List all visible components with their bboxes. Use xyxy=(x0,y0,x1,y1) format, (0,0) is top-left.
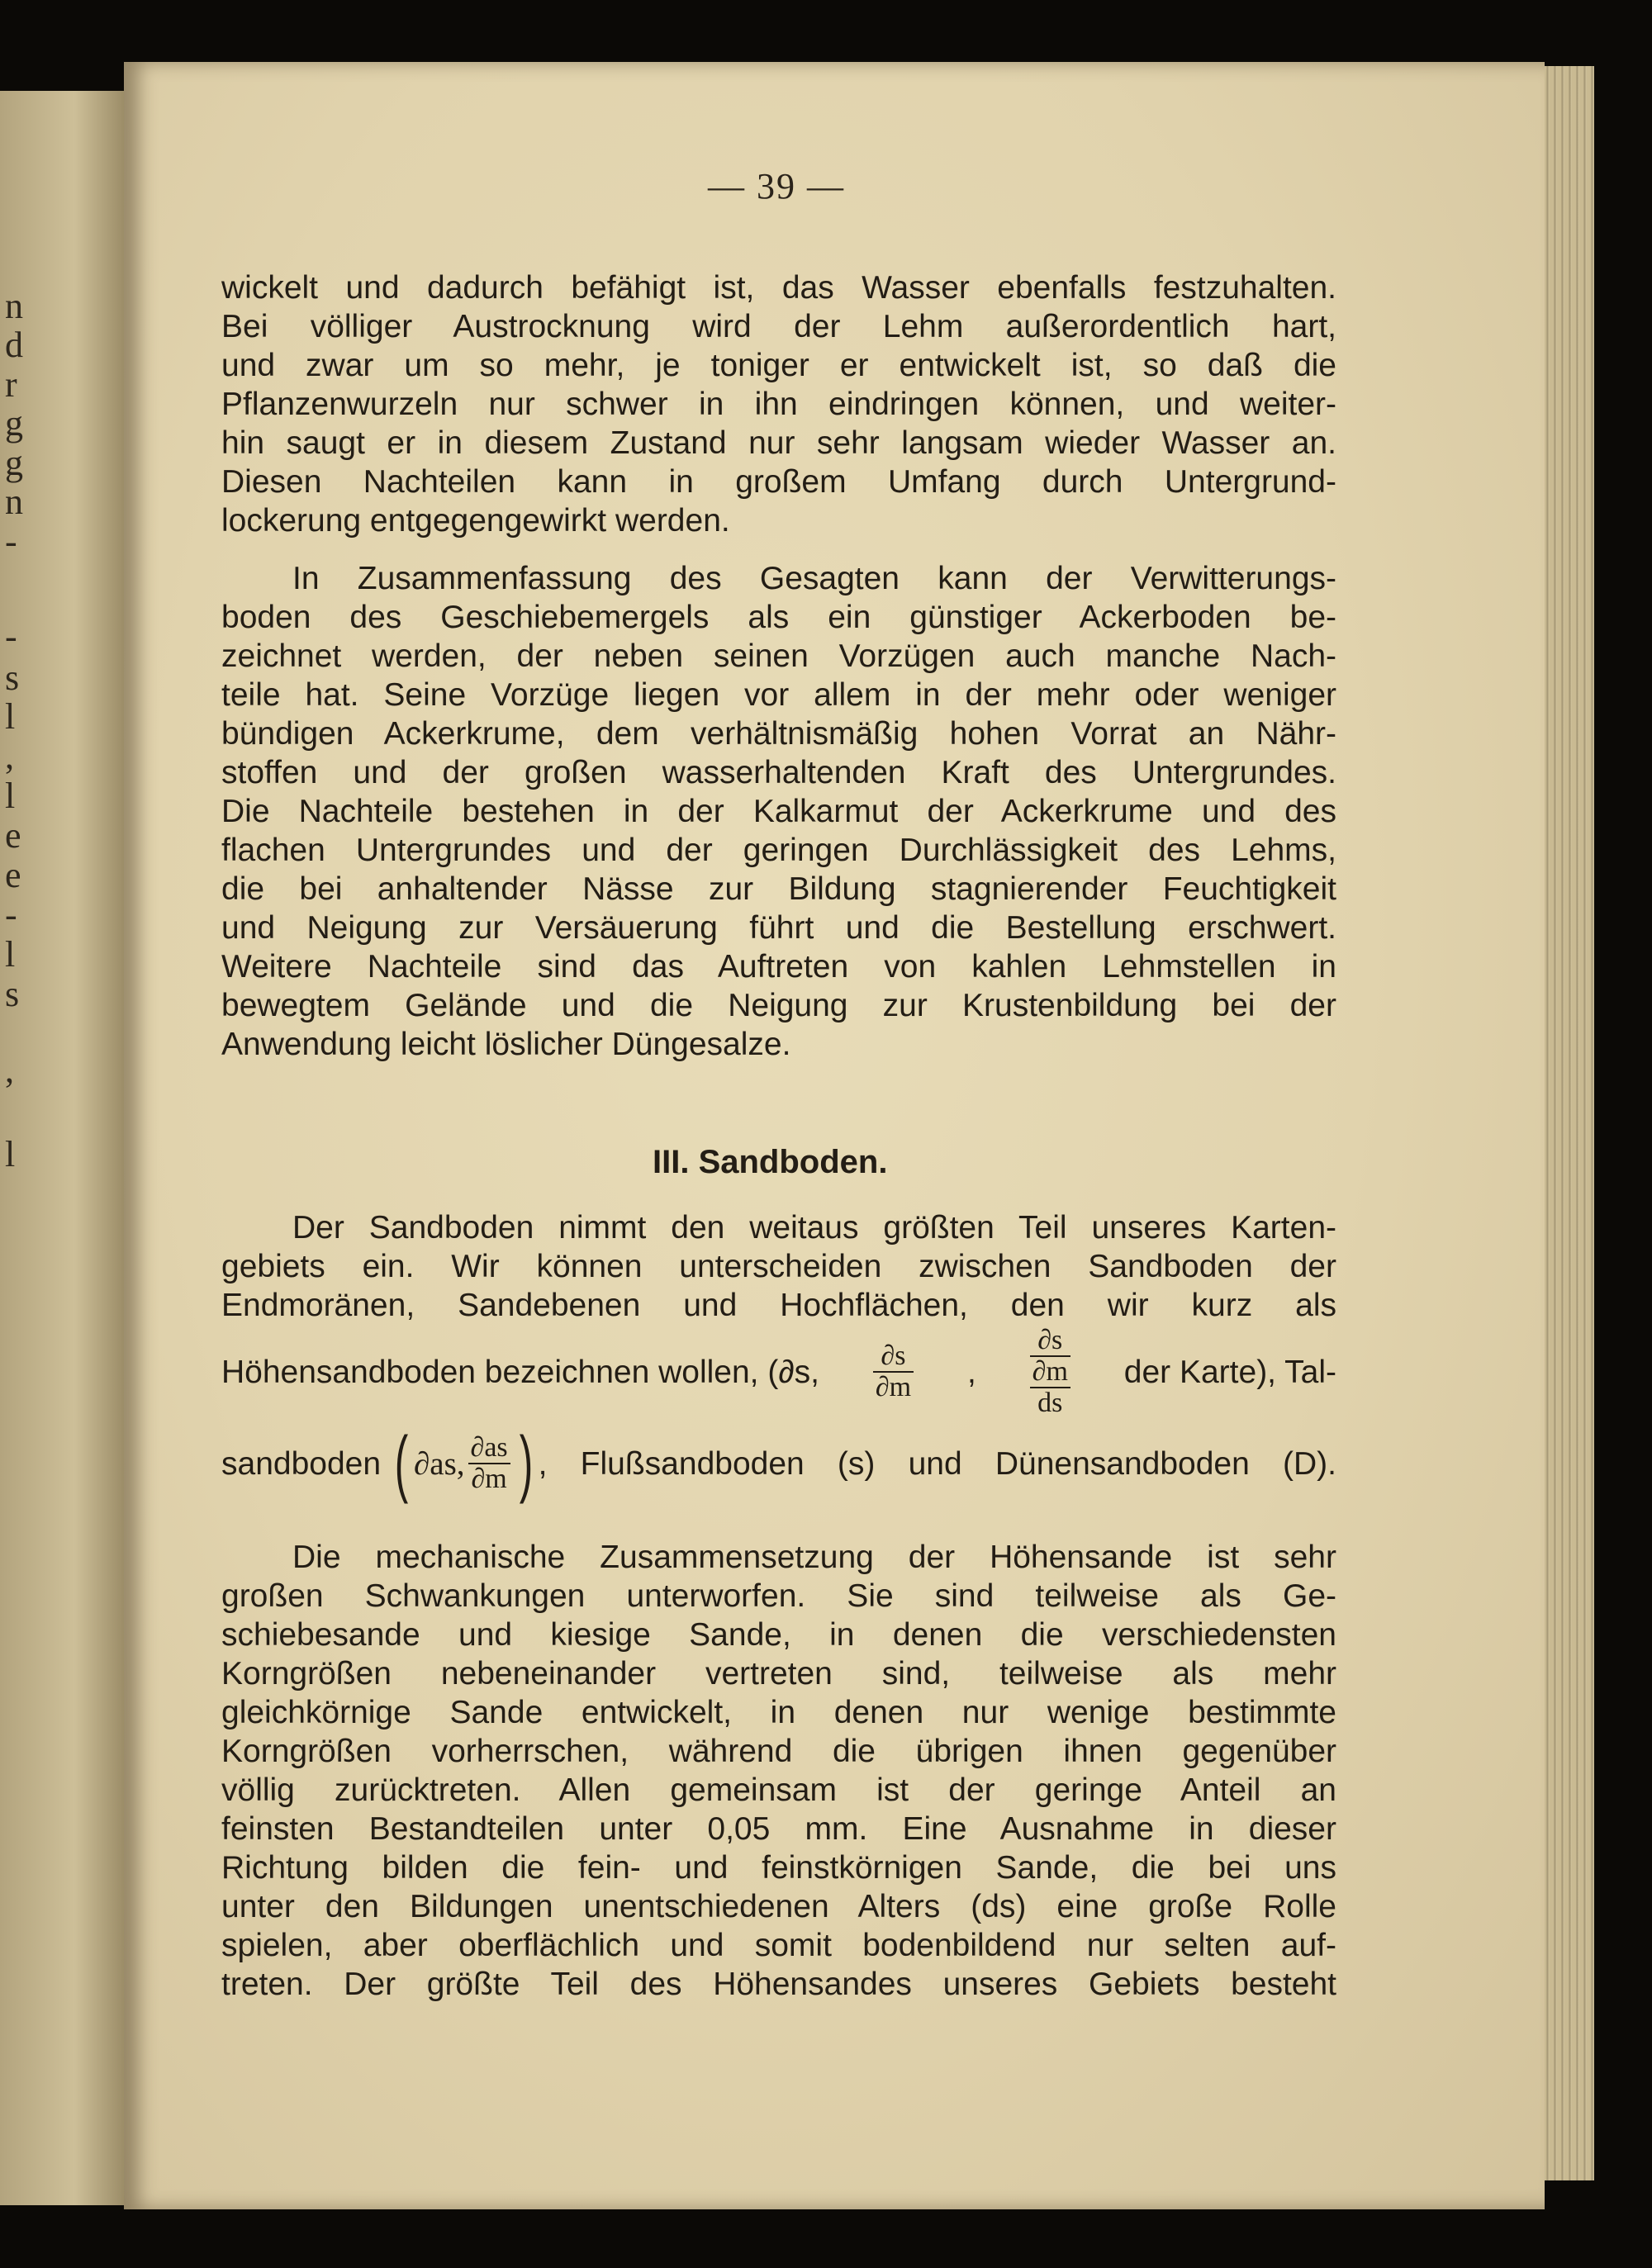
text-line: gebiets ein. Wir können unterscheiden zwischen Sandboden der xyxy=(221,1249,1336,1284)
formula-term: ∂as, xyxy=(414,1445,465,1482)
text-line: Bei völliger Austrocknung wird der Lehm außerordentlich hart, xyxy=(221,309,1336,344)
margin-letter: n xyxy=(5,286,23,326)
text-line: Weitere Nachteile sind das Auftreten von kahlen Lehmstellen in xyxy=(221,949,1336,985)
paragraph-2 xyxy=(221,559,1336,1064)
fraction-middle: ∂m xyxy=(1030,1357,1070,1388)
margin-letter: - xyxy=(5,616,17,657)
margin-letter: l xyxy=(5,934,16,975)
text-line: spielen, aber oberflächlich und somit bodenbildend nur selten auf- xyxy=(221,1928,1336,1963)
margin-letter: , xyxy=(5,736,14,776)
margin-letter: - xyxy=(5,894,17,935)
margin-letter: s xyxy=(5,657,20,698)
margin-letter: s xyxy=(5,974,20,1014)
text-line: Endmoränen, Sandebenen und Hochflächen, den wir kurz als xyxy=(221,1288,1336,1323)
section-heading: III. Sandboden. xyxy=(653,1144,888,1180)
margin-letter: e xyxy=(5,815,21,856)
text-line: treten. Der größte Teil des Höhensandes unseres Gebiets besteht xyxy=(221,1967,1336,2002)
facing-page-edge xyxy=(0,91,124,2205)
margin-letter: e xyxy=(5,855,21,895)
text-line: schiebesande und kiesige Sande, in denen die verschiedensten xyxy=(221,1617,1336,1653)
margin-letter: g xyxy=(5,403,23,444)
text-line: In Zusammenfassung des Gesagten kann der Verwitterungs- xyxy=(292,561,1336,596)
text-line: bewegtem Gelände und die Neigung zur Krustenbildung bei der xyxy=(221,988,1336,1023)
text-line: feinsten Bestandteilen unter 0,05 mm. Eine Ausnahme in dieser xyxy=(221,1811,1336,1847)
fraction-ds-dm xyxy=(873,1341,914,1402)
fraction-denominator: ∂m xyxy=(471,1464,507,1494)
text-line: gleichkörnige Sande entwickelt, in denen nur wenige bestimmte xyxy=(221,1695,1336,1730)
fraction-denominator: ∂m xyxy=(875,1372,912,1402)
text-line: Der Sandboden nimmt den weitaus größten Teil unseres Karten- xyxy=(292,1210,1336,1246)
text-line: die bei anhaltender Nässe zur Bildung stagnierender Feuchtigkeit xyxy=(221,871,1336,907)
text-line: bündigen Ackerkrume, dem verhältnismäßig hohen Vorrat an Nähr- xyxy=(221,716,1336,752)
formula-comma: , xyxy=(966,1354,976,1390)
text-line: Korngrößen vorherrschen, während die übrigen ihnen gegenüber xyxy=(221,1734,1336,1769)
fraction-numerator: ∂as xyxy=(468,1433,510,1464)
fraction-das-dm xyxy=(468,1433,510,1494)
margin-letter: , xyxy=(5,1050,14,1090)
formula-line-2 xyxy=(221,1422,1336,1505)
paragraph-3 xyxy=(221,1208,1336,1325)
margin-letter: - xyxy=(5,521,17,562)
text-line: Pflanzenwurzeln nur schwer in ihn eindringen können, und weiter- xyxy=(221,387,1336,422)
margin-letter: l xyxy=(5,696,16,737)
margin-letter: n xyxy=(5,482,23,522)
formula-line-1 xyxy=(221,1326,1336,1418)
fraction-numerator: ∂s xyxy=(1030,1326,1070,1357)
margin-letter: d xyxy=(5,325,23,365)
text-line: zeichnet werden, der neben seinen Vorzügen auch manche Nach- xyxy=(221,638,1336,674)
text-line: Die mechanische Zusammensetzung der Höhensande ist sehr xyxy=(292,1540,1336,1575)
margin-letter: r xyxy=(5,364,17,405)
text-line: flachen Untergrundes und der geringen Durchlässigkeit des Lehms, xyxy=(221,833,1336,868)
text-line: Die Nachteile bestehen in der Kalkarmut der Ackerkrume und des xyxy=(221,794,1336,829)
formula-suffix: der Karte), Tal- xyxy=(1123,1354,1336,1390)
close-parenthesis: ) xyxy=(519,1422,533,1505)
text-line: Diesen Nachteilen kann in großem Umfang durch Untergrund- xyxy=(221,464,1336,500)
margin-letter: g xyxy=(5,443,23,483)
text-line: und Neigung zur Versäuerung führt und die Bestellung erschwert. xyxy=(221,910,1336,946)
text-line: Richtung bilden die fein- und feinstkörnigen Sande, die bei uns xyxy=(221,1850,1336,1886)
paragraph-1 xyxy=(221,268,1336,540)
text-line: wickelt und dadurch befähigt ist, das Wasser ebenfalls festzuhalten. xyxy=(221,270,1336,306)
text-line: unter den Bildungen unentschiedenen Alters (ds) eine große Rolle xyxy=(221,1889,1336,1924)
margin-letter: l xyxy=(5,1134,16,1174)
fraction-denominator: ds xyxy=(1037,1388,1063,1418)
fraction-numerator: ∂s xyxy=(873,1341,914,1373)
page-number: — 39 — xyxy=(708,166,845,206)
open-parenthesis: ( xyxy=(394,1422,409,1505)
text-line: stoffen und der großen wasserhaltenden Kraft des Untergrundes. xyxy=(221,755,1336,790)
text-line: völlig zurücktreten. Allen gemeinsam ist der geringe Anteil an xyxy=(221,1772,1336,1808)
compound-fraction xyxy=(1030,1326,1070,1418)
formula-suffix: , Flußsandboden (s) und Dünensandboden (D). xyxy=(538,1445,1336,1482)
text-line: teile hat. Seine Vorzüge liegen vor allem in der mehr oder weniger xyxy=(221,677,1336,713)
text-line: großen Schwankungen unterworfen. Sie sind teilweise als Ge- xyxy=(221,1578,1336,1614)
text-line: hin saugt er in diesem Zustand nur sehr langsam wieder Wasser an. xyxy=(221,425,1336,461)
text-line: lockerung entgegengewirkt werden. xyxy=(221,503,730,539)
text-line: und zwar um so mehr, je toniger er entwickelt ist, so daß die xyxy=(221,348,1336,383)
text-line: Korngrößen nebeneinander vertreten sind, teilweise als mehr xyxy=(221,1656,1336,1692)
text-line: boden des Geschiebemergels als ein günstiger Ackerboden be- xyxy=(221,600,1336,635)
paragraph-4 xyxy=(221,1538,1336,2004)
text-line: Anwendung leicht löslicher Düngesalze. xyxy=(221,1027,791,1062)
margin-letter: l xyxy=(5,776,16,816)
formula-prefix: sandboden xyxy=(221,1445,382,1482)
formula-prefix: Höhensandboden bezeichnen wollen, (∂s, xyxy=(221,1354,819,1390)
